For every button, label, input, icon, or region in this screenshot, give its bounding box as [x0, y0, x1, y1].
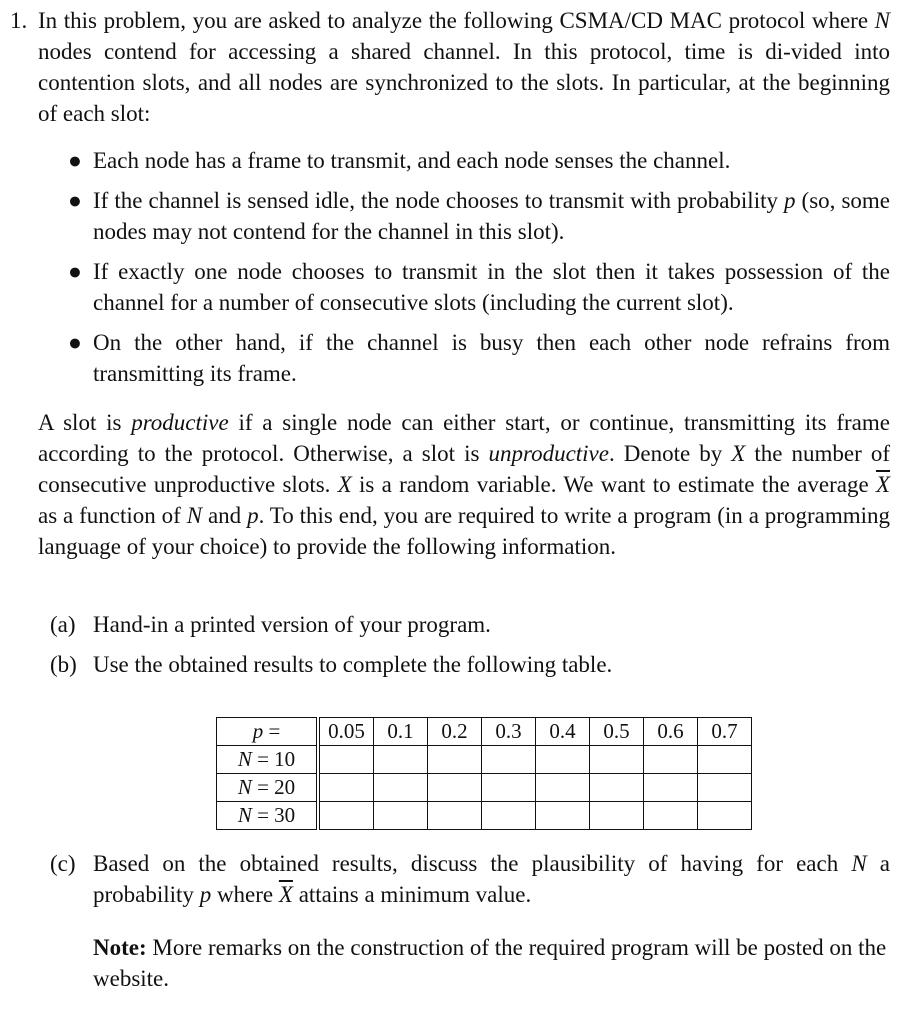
eq-text: = 20 [251, 775, 296, 799]
intro-text-2: nodes contend for accessing a shared channel. In this protocol, time is di-vided into contention slots, and all nodes are synchronized to the slots. In particular, at the beginning of each slot: [38, 39, 890, 126]
table-row [217, 774, 752, 802]
table-cell [590, 774, 644, 802]
para-text: as a function of [38, 503, 187, 528]
table-cell [374, 802, 428, 830]
header-cell: 0.1 [374, 718, 428, 746]
math-p: p [784, 188, 796, 213]
math-X-bar: $\overline{X}$ [875, 472, 891, 497]
bullet-text: If the channel is sensed idle, the node chooses to transmit with probability [93, 188, 785, 213]
bullet-list [60, 145, 890, 398]
bullet-text: (so, some nodes may not contend for the channel in this slot). [93, 188, 890, 244]
bullet-item [60, 256, 890, 318]
para-text: and [202, 503, 248, 528]
table-row [217, 802, 752, 830]
math-N: N [237, 803, 252, 827]
bullet-icon: ● [68, 148, 82, 173]
math-X: X [731, 441, 746, 466]
results-table [216, 717, 752, 830]
part-label: (c) [50, 851, 76, 876]
table-cell [374, 774, 428, 802]
bullet-text: Each node has a frame to transmit, and each node senses the channel. [93, 148, 731, 173]
para-text: . To this end, you are required to write a program (in a programming language of your choice) to provide the following information. [38, 503, 890, 559]
bullet-text: If exactly one node chooses to transmit in the slot then it takes possession of the channel for a number of consecutive slots (including the current slot). [93, 259, 890, 315]
header-cell: 0.2 [428, 718, 482, 746]
table-cell [698, 774, 752, 802]
note-text: More remarks on the construction of the required program will be posted on the website. [93, 935, 887, 991]
math-X-bar: $\overline{X}$ [278, 882, 293, 907]
table-cell [318, 746, 374, 774]
math-p: p [199, 882, 212, 907]
part-label: (b) [50, 652, 77, 677]
header-cell: 0.05 [318, 718, 374, 746]
para-text: is a random variable. We want to estimate the average [351, 472, 876, 497]
header-cell: 0.5 [590, 718, 644, 746]
note-label: Note: [93, 935, 147, 960]
header-cell: 0.4 [536, 718, 590, 746]
table-cell [590, 802, 644, 830]
math-p: p [247, 503, 259, 528]
bullet-icon: ● [68, 330, 82, 355]
bullet-item [60, 327, 890, 389]
table-cell [318, 774, 374, 802]
math-X: X [337, 472, 352, 497]
table-cell [536, 746, 590, 774]
definition-paragraph [38, 407, 890, 562]
term-productive: productive [131, 410, 229, 435]
math-N: N [237, 775, 252, 799]
header-cell: 0.7 [698, 718, 752, 746]
table-cell [428, 802, 482, 830]
intro-text-1: In this problem, you are asked to analyze the following CSMA/CD MAC protocol where [38, 8, 875, 33]
bullet-icon: ● [68, 188, 82, 213]
row-header-cell [217, 746, 319, 774]
table-cell [318, 802, 374, 830]
math-p: p [252, 719, 264, 743]
bullet-text: On the other hand, if the channel is busy then each other node refrains from transmitting its frame. [93, 330, 890, 386]
table-cell [644, 774, 698, 802]
part-text-2: a probability [93, 851, 890, 907]
part-text-1: Based on the obtained results, discuss the plausibility of having for each [93, 851, 852, 876]
table-cell [644, 746, 698, 774]
part-text-3: where [211, 882, 279, 907]
problem-number: 1. [10, 8, 28, 33]
note [93, 932, 890, 994]
table-cell [536, 802, 590, 830]
table-cell [698, 746, 752, 774]
table-cell [482, 802, 536, 830]
para-text: . Denote by [608, 441, 732, 466]
table-cell [428, 746, 482, 774]
header-p-cell [217, 718, 319, 746]
term-unproductive: unproductive [488, 441, 609, 466]
table-header-row [217, 718, 752, 746]
table-cell [482, 746, 536, 774]
table-cell [536, 774, 590, 802]
eq-text: = 30 [251, 803, 296, 827]
math-N: N [874, 8, 890, 33]
table-cell [644, 802, 698, 830]
part-text: Use the obtained results to complete the following table. [93, 652, 613, 677]
para-text: the number of consecutive unproductive slots. [38, 441, 891, 497]
table-cell [590, 746, 644, 774]
table-cell [698, 802, 752, 830]
eq-text: = [263, 719, 281, 743]
para-text: if a single node can either start, or continue, transmitting its frame according to the protocol. Otherwise, a slot is [38, 410, 890, 466]
part-label: (a) [50, 612, 76, 637]
row-header-cell [217, 774, 319, 802]
para-text: A slot is [38, 410, 132, 435]
header-cell: 0.3 [482, 718, 536, 746]
table-cell [428, 774, 482, 802]
bullet-item [60, 145, 890, 176]
math-N: N [851, 851, 867, 876]
eq-text: = 10 [251, 747, 296, 771]
table-row [217, 746, 752, 774]
math-N: N [237, 747, 252, 771]
table-cell [482, 774, 536, 802]
part-text: Hand-in a printed version of your program. [93, 612, 491, 637]
table-cell [374, 746, 428, 774]
part-text [93, 848, 890, 910]
row-header-cell [217, 802, 319, 830]
problem-intro [38, 5, 890, 129]
math-N: N [186, 503, 203, 528]
header-cell: 0.6 [644, 718, 698, 746]
bullet-icon: ● [68, 259, 82, 284]
bullet-item [60, 185, 890, 247]
part-text-4: attains a minimum value. [292, 882, 532, 907]
